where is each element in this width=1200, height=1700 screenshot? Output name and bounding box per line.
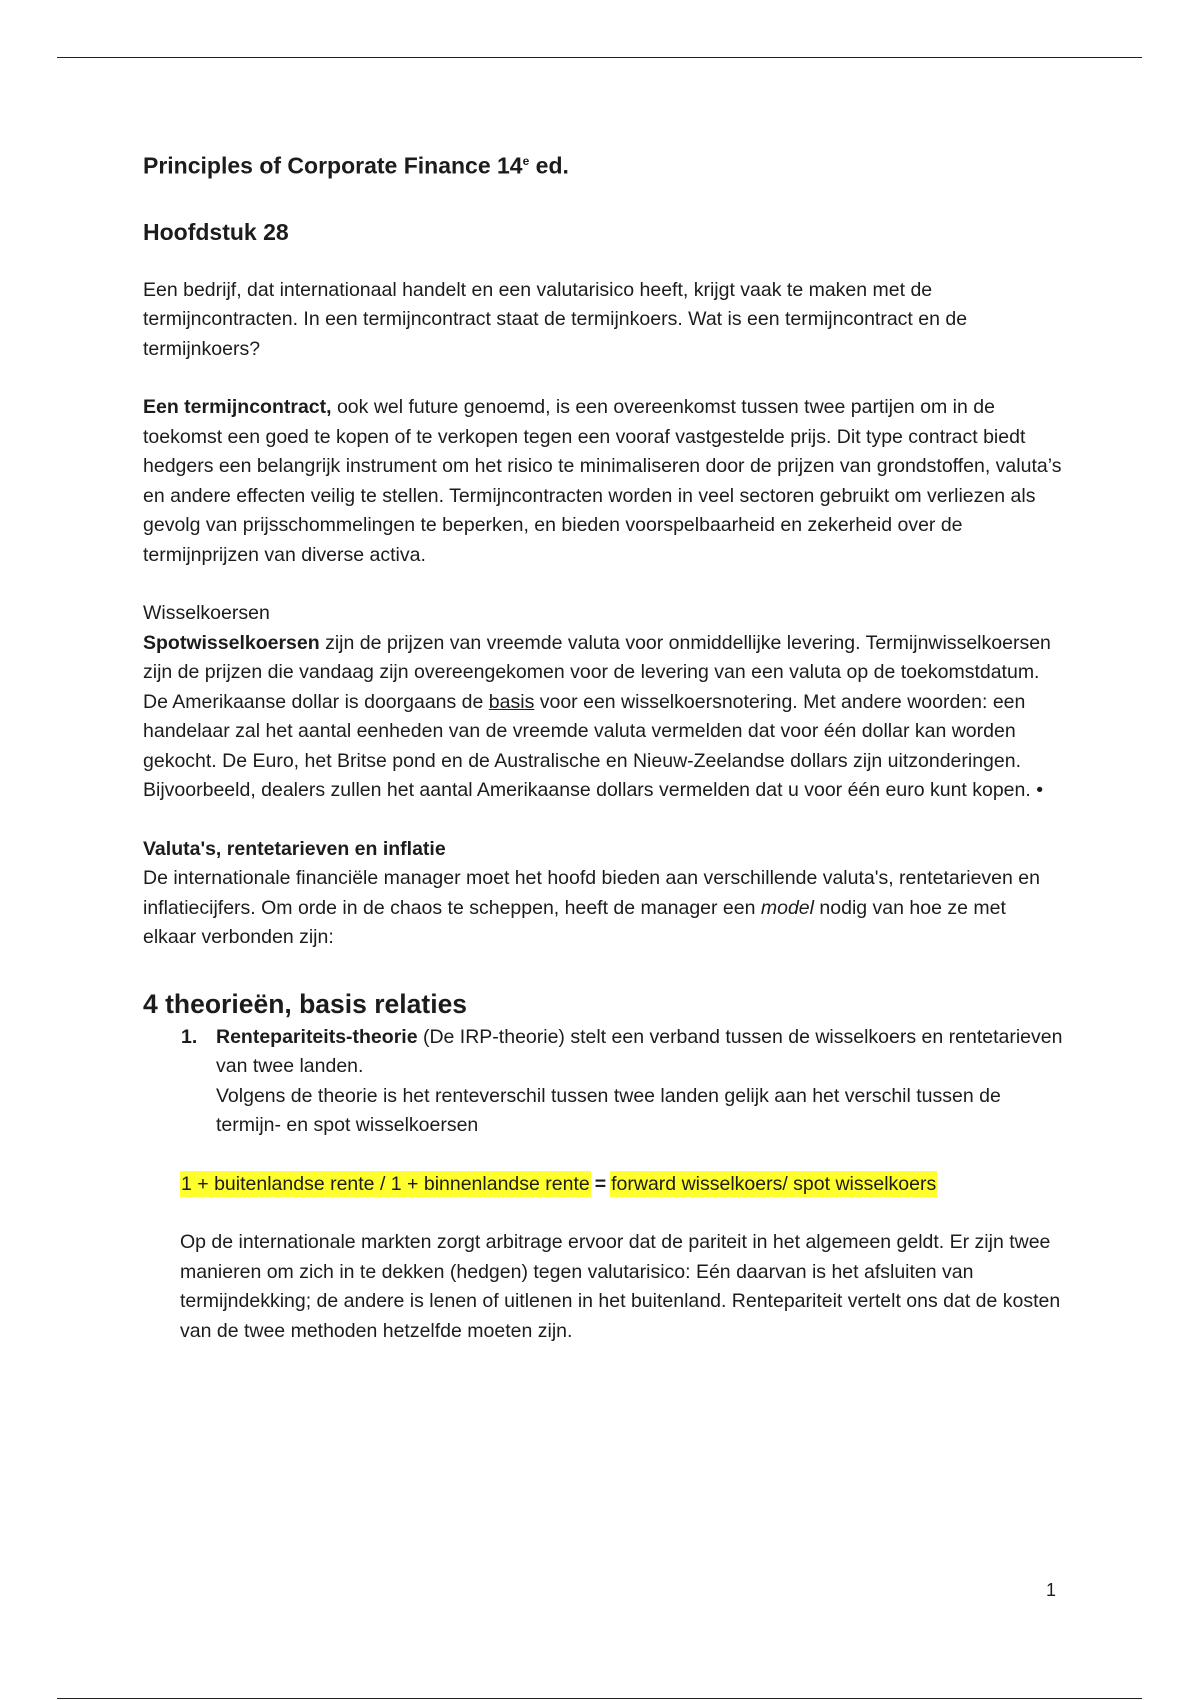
spotwisselkoersen-term: Spotwisselkoersen [143, 631, 320, 654]
list-item-text [216, 1023, 1063, 1082]
valuta-paragraph [143, 864, 1063, 953]
formula-left: 1 + buitenlandse rente / 1 + binnenlandse rente [181, 1172, 590, 1195]
wisselkoersen-heading: Wisselkoersen [143, 602, 270, 625]
title-text: Principles of Corporate Finance 14 [143, 152, 523, 179]
termijncontract-term: Een termijncontract, [143, 396, 332, 419]
theories-list [143, 1023, 1063, 1141]
formula-right: forward wisselkoers/ spot wisselkoers [611, 1172, 937, 1195]
list-item-description: (De IRP-theorie) stelt een verband tussen de wisselkoers en rentetarieven van twee landen. [216, 1025, 1063, 1078]
closing-paragraph: Op de internationale markten zorgt arbitrage ervoor dat de pariteit in het algemeen geldt. Er zijn twee manieren om zich in te dekken (hedgen) tegen valutarisico: Eén daarvan is het afsluiten van termijndekking; de andere is lenen of uitlenen in het buitenland. Rentepariteit vertelt ons dat de kosten van de twee methoden hetzelfde moeten zijn. [180, 1231, 1061, 1342]
valuta-heading [143, 835, 1063, 865]
termijncontract-text: ook wel future genoemd, is een overeenkomst tussen twee partijen om in de toekomst een goed te kopen of te verkopen tegen een vooraf vastgestelde prijs. Dit type contract biedt hedgers een belangrijk instrument om het risico te minimaliseren door de prijzen van grondstoffen, valuta’s en andere effecten veilig te stellen. Termijncontracten worden in veel sectoren gebruikt om verliezen als gevolg van prijsschommelingen te beperken, en bieden voorspelbaarheid en zekerheid over de termijnprijzen van diverse activa. [143, 396, 1062, 566]
title-superscript: e [522, 154, 530, 168]
title-edition: ed. [529, 152, 569, 179]
list-item-term: Rentepariteits-theorie [216, 1025, 418, 1048]
list-item [143, 1023, 1063, 1141]
theories-heading: 4 theorieën, basis relaties [143, 988, 468, 1019]
formula-equals: = [594, 1172, 607, 1195]
termijncontract-paragraph [143, 393, 1063, 570]
intro-paragraph: Een bedrijf, dat internationaal handelt en een valutarisico heeft, krijgt vaak te maken met de termijncontracten. In een termijncontract staat de termijnkoers. Wat is een termijncontract en de termijnkoers? [143, 278, 968, 360]
valuta-heading-text: Valuta's, rentetarieven en inflatie [143, 837, 446, 860]
list-item-followup: Volgens de theorie is het renteverschil tussen twee landen gelijk aan het verschil tussen de termijn- en spot wisselkoersen [216, 1084, 1001, 1137]
wisselkoersen-paragraph [143, 629, 1063, 806]
chapter-heading: Hoofdstuk 28 [143, 218, 289, 245]
list-item-number: 1. [181, 1025, 198, 1048]
valuta-text-1: De internationale financiële manager moet het hoofd bieden aan verschillende valuta's, rentetarieven en inflatiecijfers. Om orde in de chaos te scheppen, heeft de manager een [143, 867, 1040, 919]
document-title [143, 146, 1063, 181]
valuta-text-2: nodig van hoe ze met elkaar verbonden zijn: [143, 896, 1006, 949]
wisselkoersen-text-1: zijn de prijzen van vreemde valuta voor onmiddellijke levering. Termijnwisselkoersen zijn de prijzen die vandaag zijn overeengekomen voor de levering van een valuta op de toekomstdatum. De Amerikaanse dollar is doorgaans de [143, 631, 1051, 713]
header-rule [57, 57, 1142, 58]
model-italic: model [760, 896, 814, 919]
page-number: 1 [1046, 1580, 1057, 1600]
formula-line [180, 1170, 1063, 1200]
wisselkoersen-text-2: voor een wisselkoersnotering. Met andere woorden: een handelaar zal het aantal eenheden van de vreemde valuta vermelden dat voor één dollar kan worden gekocht. De Euro, het Britse pond en de Australische en Nieuw-Zeelandse dollars zijn uitzonderingen. Bijvoorbeeld, dealers zullen het aantal Amerikaanse dollars vermelden dat u voor één euro kunt kopen. • [143, 690, 1044, 802]
footer-rule [57, 1698, 1142, 1699]
basis-underlined: basis [488, 690, 535, 713]
document-body [143, 146, 1063, 1346]
